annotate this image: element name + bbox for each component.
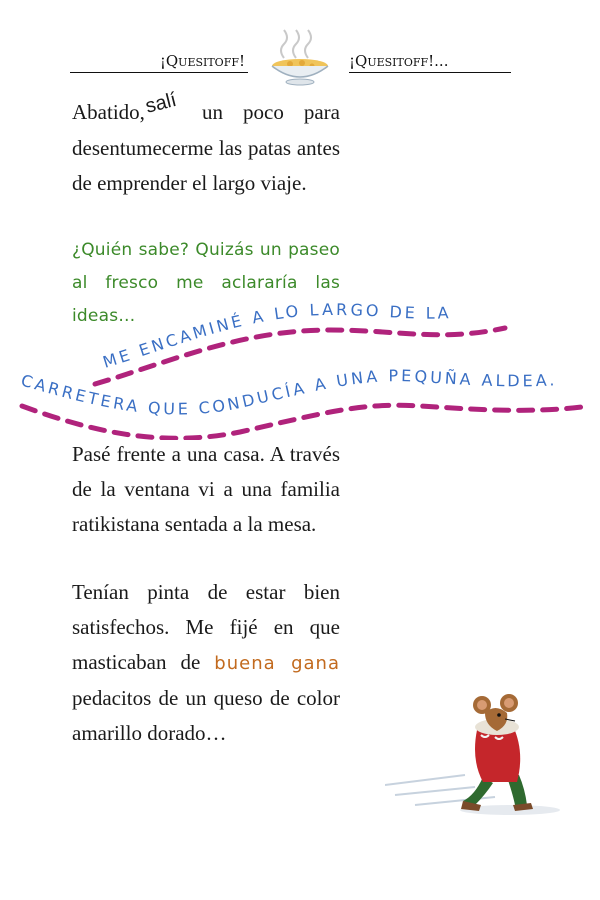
- stylized-phrase-buena-gana: buena gana: [214, 653, 340, 674]
- paragraph-4: [72, 575, 340, 751]
- header-rule-right: [349, 72, 511, 73]
- paragraph-1: [72, 88, 340, 201]
- header-rule-left: [70, 72, 248, 73]
- soup-bowl-icon: [262, 28, 338, 88]
- page-header: [0, 28, 600, 88]
- paragraph-4-rest: pedacitos de un queso de color amarillo dorado…: [72, 686, 340, 745]
- wavy-text-block: [0, 290, 600, 440]
- wave-text-line-2: CARRETERA QUE CONDUCÍA A UNA PEQUÑA ALDEA.: [18, 366, 558, 419]
- paragraph-4-start: Tenían pinta de estar bien satisfechos. Me fijé en que masticaban de: [72, 580, 340, 674]
- wave-text-line-1: ME ENCAMINÉ A LO LARGO DE LA: [100, 299, 452, 372]
- paragraph-1-rest: un poco para desentumecerme las patas antes de emprender el largo viaje.: [72, 100, 340, 195]
- tilted-word-sali: salí: [143, 88, 179, 118]
- paragraph-3: Pasé frente a una casa. A través de la ventana vi a una familia ratikistana sentada a la mesa.: [72, 442, 340, 536]
- header-title-left: ¡Quesitoff!: [159, 52, 245, 70]
- mouse-walking-icon: [385, 675, 585, 825]
- header-title-right: ¡Quesitoff!...: [349, 52, 449, 70]
- paragraph-2-green: ¿Quién sabe? Quizás un paseo al fresco me aclararía las ideas…: [72, 240, 340, 326]
- paragraph-1-start: Abatido,: [72, 100, 145, 124]
